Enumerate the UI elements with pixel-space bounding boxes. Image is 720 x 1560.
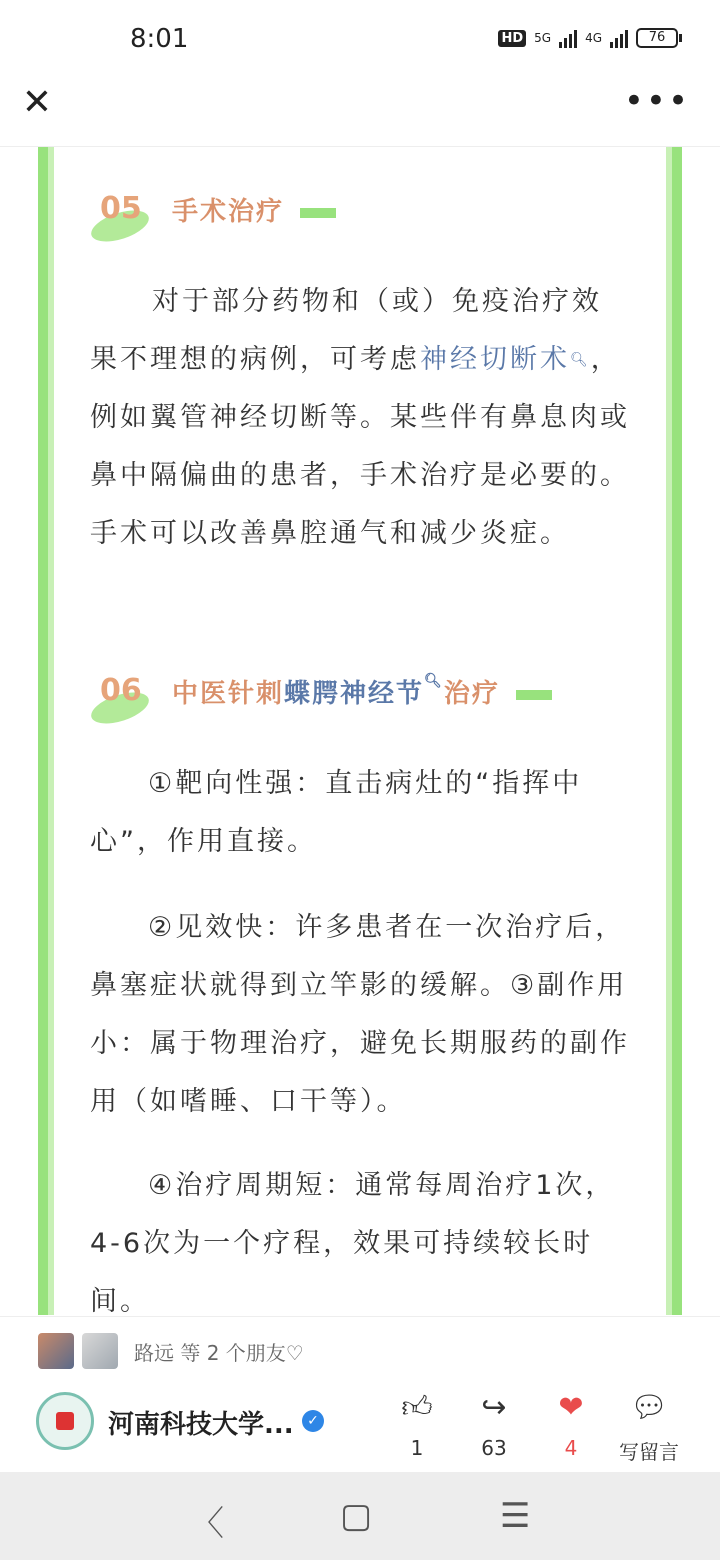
search-icon[interactable]: 🔍︎ bbox=[424, 673, 444, 689]
status-bar bbox=[0, 0, 720, 80]
network-5g-label: 5G bbox=[534, 31, 552, 45]
title-dash bbox=[300, 208, 336, 218]
paragraph-point-2-3: ②见效快：许多患者在一次治疗后，鼻塞症状就得到立竿影的缓解。③副作用小：属于物理治疗，避免长期服药的副作用（如嗜睡、口干等）。 bbox=[90, 912, 630, 1117]
hd-badge: HD bbox=[498, 30, 526, 47]
article-content[interactable] bbox=[0, 147, 720, 1315]
section-title: 手术治疗 bbox=[172, 191, 336, 228]
signal-icon-2 bbox=[610, 28, 628, 48]
paragraph-surgery: 对于部分药物和（或）免疫治疗效果不理想的病例，可考虑神经切断术🔍︎，例如翼管神经切断等。某些伴有鼻息肉或鼻中隔偏曲的患者，手术治疗是必要的。手术可以改善鼻腔通气和减少炎症。 bbox=[90, 286, 630, 549]
section-title: 中医针刺蝶腭神经节🔍︎治疗 bbox=[172, 673, 552, 710]
friends-liked-row[interactable] bbox=[0, 1316, 720, 1379]
heart-icon: ❤ bbox=[558, 1390, 584, 1425]
back-icon[interactable]: 〈 bbox=[190, 1504, 224, 1544]
left-decor-bar bbox=[38, 147, 54, 1315]
like-button[interactable] bbox=[387, 1388, 447, 1460]
signal-icon bbox=[559, 28, 577, 48]
comment-icon: 💬︎ bbox=[629, 1390, 669, 1425]
close-icon[interactable]: ✕ bbox=[21, 82, 53, 123]
share-count: 63 bbox=[481, 1436, 507, 1460]
network-4g-label: 4G bbox=[585, 31, 602, 45]
like-count: 1 bbox=[410, 1436, 424, 1460]
friend-avatar bbox=[38, 1333, 74, 1369]
right-decor-bar bbox=[666, 147, 682, 1315]
search-icon[interactable]: 🔍︎ bbox=[570, 352, 591, 368]
battery-icon: 76 bbox=[636, 28, 678, 48]
keyword-link[interactable]: 神经切断术 bbox=[420, 344, 570, 375]
more-options-icon[interactable]: ••• bbox=[623, 81, 690, 121]
section-number: 05 bbox=[100, 191, 142, 226]
keyword-link[interactable]: 蝶腭神经节 bbox=[284, 679, 425, 709]
paragraph-point-1: ①靶向性强：直击病灶的“指挥中心”，作用直接。 bbox=[90, 768, 583, 857]
share-button[interactable] bbox=[464, 1388, 524, 1460]
account-avatar[interactable] bbox=[36, 1392, 94, 1450]
share-icon: ↪ bbox=[481, 1390, 507, 1425]
title-dash bbox=[516, 690, 552, 700]
heart-button[interactable] bbox=[541, 1388, 601, 1460]
account-name[interactable]: 河南科技大学... bbox=[108, 1410, 294, 1440]
verified-icon: ✓ bbox=[302, 1410, 324, 1432]
comment-label: 写留言 bbox=[619, 1440, 679, 1464]
logo-cross-icon bbox=[56, 1412, 74, 1430]
home-icon[interactable]: ▢ bbox=[340, 1496, 373, 1536]
thumbs-up-icon: 👍︎ bbox=[401, 1390, 433, 1425]
heart-count: 4 bbox=[564, 1436, 578, 1460]
footer-bar bbox=[0, 1378, 720, 1472]
system-nav-bar bbox=[0, 1472, 720, 1560]
friend-avatar bbox=[82, 1333, 118, 1369]
paragraph-point-4: ④治疗周期短：通常每周治疗1次，4-6次为一个疗程，效果可持续较长时间。 bbox=[90, 1170, 616, 1315]
top-bar bbox=[0, 80, 720, 147]
status-icons bbox=[498, 28, 678, 48]
section-number: 06 bbox=[100, 673, 142, 708]
friends-text: 路远 等 2 个朋友♡ bbox=[134, 1341, 304, 1365]
recents-icon[interactable]: ☰ bbox=[500, 1496, 531, 1536]
status-time: 8:01 bbox=[130, 24, 189, 54]
comment-button[interactable] bbox=[612, 1388, 686, 1465]
